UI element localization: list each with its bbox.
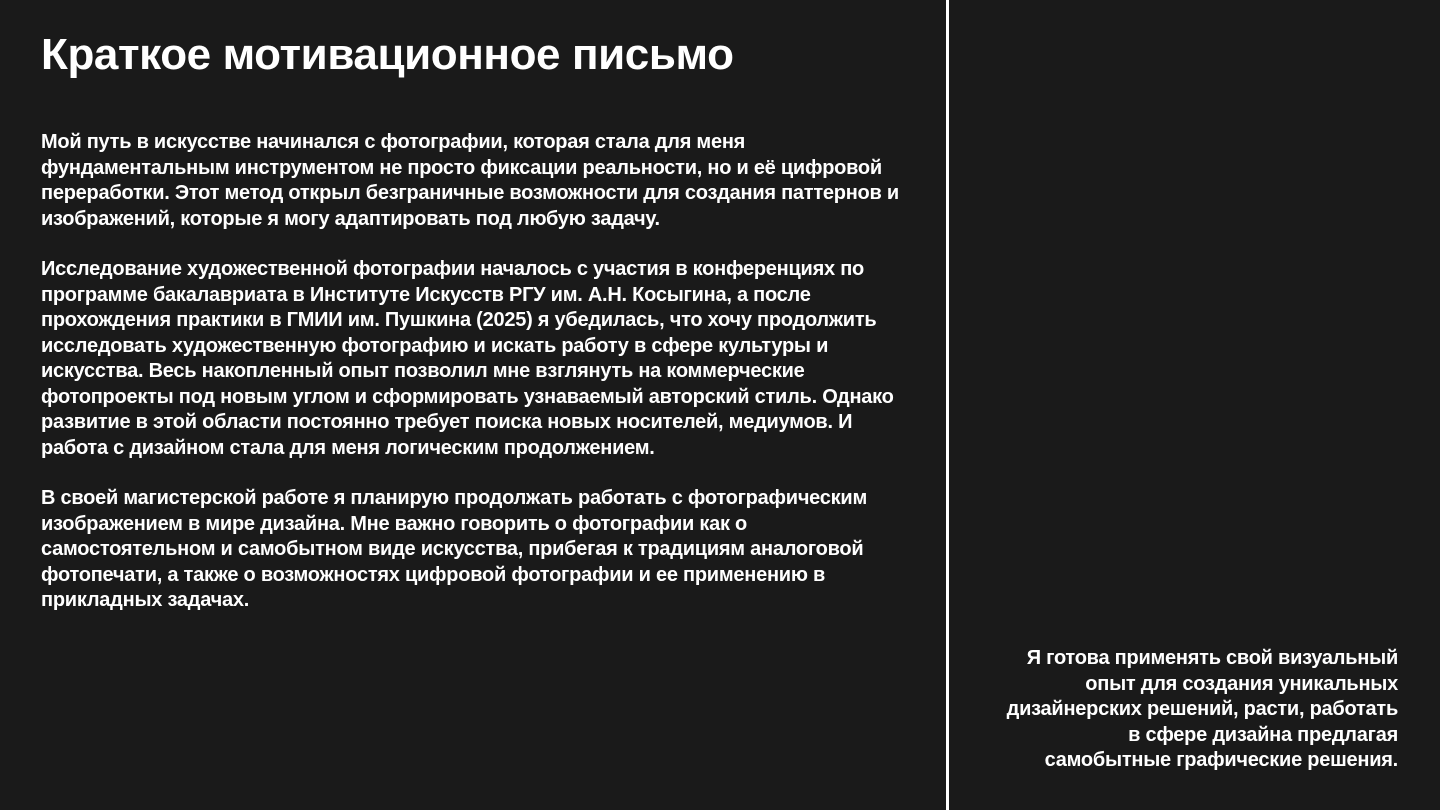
paragraph-3: В своей магистерской работе я планирую продолжать работать с фотографическим изображением в мире дизайна. Мне важно говорить о фотографии как о самостоятельном и самобытном виде искусства, прибегая к традициям аналоговой фотопечати, а также о возможностях цифровой фотографии и ее применению в прикладных задачах. xyxy=(41,487,868,611)
letter-body xyxy=(41,130,901,639)
paragraph-2: Исследование художественной фотографии началось с участия в конференциях по программе бакалавриата в Институте Искусств РГУ им. А.Н. Косыгина, а после прохождения практики в ГМИИ им. Пушкина (2025) я убедилась, что хочу продолжить исследовать художественную фотографию и искать работу в сфере культуры и искусства. Весь накопленный опыт позволил мне взглянуть на коммерческие фотопроекты под новым углом и сформировать узнаваемый авторский стиль. Однако развитие в этой области постоянно требует поиска новых носителей, медиумов. И работа с дизайном стала для меня логическим продолжением. xyxy=(41,258,894,459)
paragraph-1: Мой путь в искусстве начинался с фотографии, которая стала для меня фундаментальным инструментом не просто фиксации реальности, но и её цифровой переработки. Этот метод открыл безграничные возможности для создания паттернов и изображений, которые я могу адаптировать под любую задачу. xyxy=(41,131,899,230)
vertical-divider xyxy=(946,0,949,810)
closing-statement: Я готова применять свой визуальный опыт для создания уникальных дизайнерских решений, расти, работать в сфере дизайна предлагая самобытные графические решения. xyxy=(1006,647,1398,771)
page-title: Краткое мотивационное письмо xyxy=(41,30,734,79)
